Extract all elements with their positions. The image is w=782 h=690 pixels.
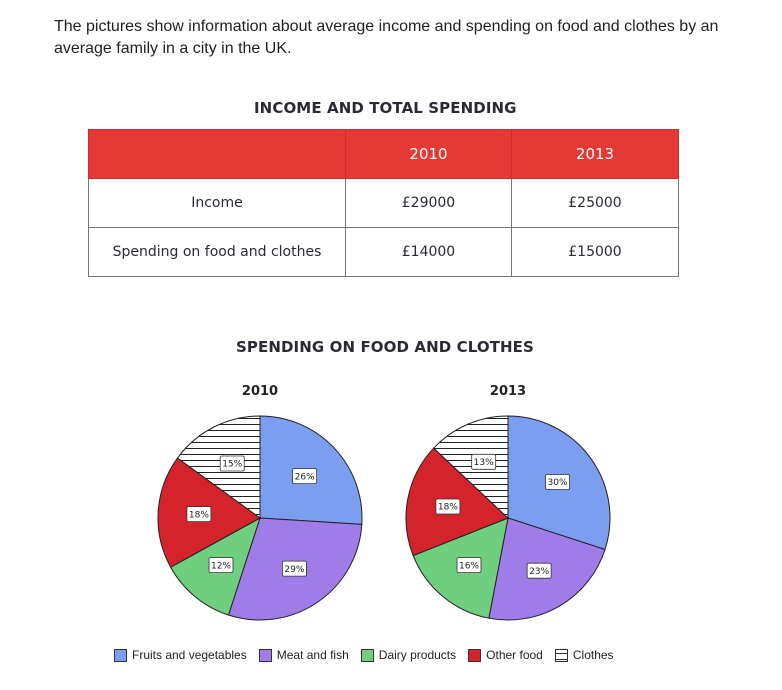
legend-label: Dairy products [378,648,457,662]
legend-swatch [468,649,481,662]
pie-data-label-dairy [457,558,481,573]
pie-data-label-meat-fish [282,561,306,576]
legend-item [114,648,247,662]
table-cell: £29000 [346,179,512,228]
pie-year-label-2013: 2013 [489,384,527,399]
pie-data-label-fruits-vegetables [546,475,570,490]
pie-label-text: 30% [547,478,568,489]
pie-charts [0,370,782,645]
intro-text: The pictures show information about average income and spending on food and clothes by an average family in a city in the UK. [54,18,719,57]
legend-swatch [114,649,127,662]
legend-item [361,648,456,662]
table-row [89,228,679,277]
table-cell: Income [89,179,346,228]
table-cell: £15000 [512,228,679,277]
table-header-cell: 2010 [346,130,512,179]
legend-item [259,648,349,662]
legend-label: Fruits and vegetables [132,648,247,662]
pie-data-label-clothes [472,454,496,469]
pie-chart-2013 [406,416,610,620]
legend-label: Meat and fish [276,648,349,662]
table-header-cell: 2013 [512,130,679,179]
table-title: INCOME AND TOTAL SPENDING [254,99,517,117]
table-header-cell [89,130,346,179]
pie-label-text: 12% [210,561,231,572]
table-cell: £14000 [346,228,512,277]
table-header-row [89,130,679,179]
legend-swatch [555,649,568,662]
legend-item [555,648,614,662]
pie-chart-2010 [158,416,362,620]
legend-swatch [361,649,374,662]
pie-label-text: 26% [294,472,315,483]
pie-data-label-clothes [220,456,244,471]
pie-data-label-other-food [436,499,460,514]
pie-label-text: 18% [188,510,209,521]
pie-label-text: 13% [473,458,494,469]
legend-swatch [259,649,272,662]
table-row [89,179,679,228]
legend-label: Other food [486,648,543,662]
pie-label-text: 16% [458,561,479,572]
legend [114,648,626,662]
pie-data-label-fruits-vegetables [293,469,317,484]
pie-data-label-dairy [209,558,233,573]
pie-label-text: 23% [529,566,550,577]
pie-year-label-2010: 2010 [241,384,279,399]
pie-data-label-other-food [187,507,211,522]
pie-label-text: 29% [284,564,305,575]
pie-label-text: 15% [222,459,243,470]
table-cell: Spending on food and clothes [89,228,346,277]
legend-label: Clothes [572,648,614,662]
table-cell: £25000 [512,179,679,228]
pie-data-label-meat-fish [527,563,551,578]
pie-label-text: 18% [437,502,458,513]
income-table [88,129,679,277]
pie-section-title: SPENDING ON FOOD AND CLOTHES [236,338,534,356]
legend-item [468,648,543,662]
